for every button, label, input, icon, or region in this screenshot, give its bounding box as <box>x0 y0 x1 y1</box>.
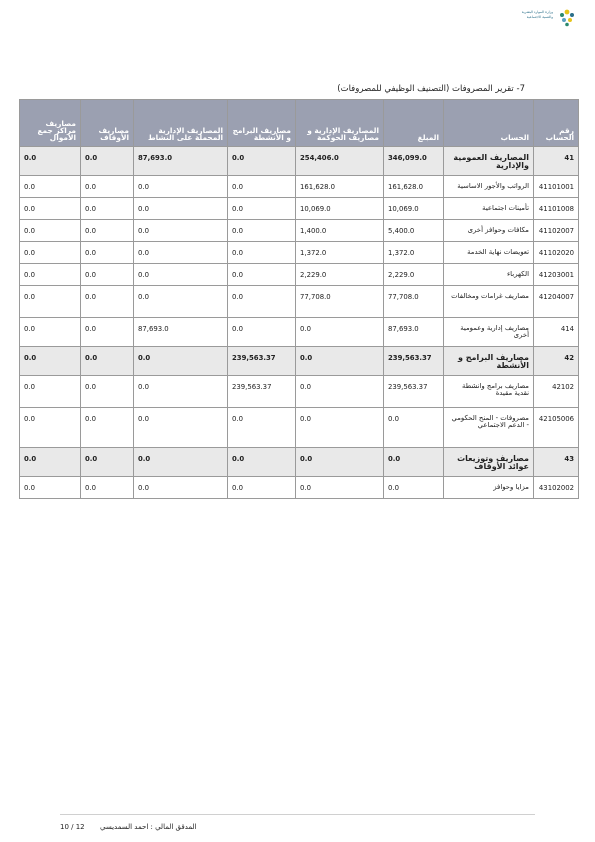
cell-admin-charged-activity: 0.0 <box>134 347 228 376</box>
cell-account-number: 41204007 <box>534 286 579 318</box>
cell-programs-activities: 239,563.37 <box>228 376 296 408</box>
footer-divider <box>60 814 535 815</box>
cell-programs-activities: 0.0 <box>228 448 296 477</box>
cell-admin-governance: 1,372.0 <box>296 242 384 264</box>
cell-fundraising: 0.0 <box>20 198 81 220</box>
cell-account-number: 43 <box>534 448 579 477</box>
cell-account-number: 41203001 <box>534 264 579 286</box>
cell-fundraising: 0.0 <box>20 318 81 347</box>
cell-account-name: تعويضات نهاية الخدمة <box>444 242 534 264</box>
cell-endowment: 0.0 <box>81 220 134 242</box>
cell-admin-governance: 77,708.0 <box>296 286 384 318</box>
cell-admin-governance: 0.0 <box>296 376 384 408</box>
cell-admin-governance: 0.0 <box>296 318 384 347</box>
cell-endowment: 0.0 <box>81 448 134 477</box>
cell-account-number: 41102007 <box>534 220 579 242</box>
table-row <box>20 198 579 220</box>
cell-fundraising: 0.0 <box>20 477 81 499</box>
cell-admin-charged-activity: 87,693.0 <box>134 147 228 176</box>
cell-account-number: 414 <box>534 318 579 347</box>
cell-fundraising: 0.0 <box>20 147 81 176</box>
cell-account-name: مزايا وحوافز <box>444 477 534 499</box>
cell-programs-activities: 0.0 <box>228 286 296 318</box>
cell-fundraising: 0.0 <box>20 220 81 242</box>
cell-amount: 2,229.0 <box>384 264 444 286</box>
col-header-account: الحساب <box>444 100 534 147</box>
ministry-logo <box>517 6 577 28</box>
cell-admin-governance: 0.0 <box>296 347 384 376</box>
cell-amount: 87,693.0 <box>384 318 444 347</box>
cell-amount: 0.0 <box>384 477 444 499</box>
ministry-logo-text: وزارة الموارد البشرية والتنمية الاجتماعية <box>521 10 553 19</box>
cell-fundraising: 0.0 <box>20 242 81 264</box>
col-header-account-number: رقم الحساب <box>534 100 579 147</box>
cell-amount: 1,372.0 <box>384 242 444 264</box>
cell-amount: 346,099.0 <box>384 147 444 176</box>
cell-admin-governance: 10,069.0 <box>296 198 384 220</box>
cell-amount: 5,400.0 <box>384 220 444 242</box>
cell-admin-governance: 2,229.0 <box>296 264 384 286</box>
cell-admin-charged-activity: 0.0 <box>134 242 228 264</box>
table-row <box>20 176 579 198</box>
expenses-table <box>19 99 579 499</box>
cell-account-name: مصاريف إدارية وعمومية أخرى <box>444 318 534 347</box>
table-group-row <box>20 347 579 376</box>
cell-programs-activities: 0.0 <box>228 198 296 220</box>
auditor-name: المدقق المالي : احمد السمديسي <box>100 823 197 831</box>
cell-account-name: مصاريف غرامات ومخالفات <box>444 286 534 318</box>
cell-account-name: الرواتب والأجور الاساسية <box>444 176 534 198</box>
cell-admin-charged-activity: 0.0 <box>134 408 228 448</box>
cell-endowment: 0.0 <box>81 264 134 286</box>
col-header-endowment: مصاريف الأوقاف <box>81 100 134 147</box>
cell-account-name: تأمينات اجتماعية <box>444 198 534 220</box>
cell-endowment: 0.0 <box>81 198 134 220</box>
cell-fundraising: 0.0 <box>20 264 81 286</box>
cell-programs-activities: 239,563.37 <box>228 347 296 376</box>
cell-account-number: 41101001 <box>534 176 579 198</box>
cell-endowment: 0.0 <box>81 242 134 264</box>
cell-account-number: 42105006 <box>534 408 579 448</box>
cell-programs-activities: 0.0 <box>228 477 296 499</box>
cell-fundraising: 0.0 <box>20 376 81 408</box>
cell-programs-activities: 0.0 <box>228 147 296 176</box>
cell-account-name: مصاريف وتوزيعات عوائد الأوقاف <box>444 448 534 477</box>
cell-account-name: مصاريف البرامج و الأنشطة <box>444 347 534 376</box>
cell-admin-charged-activity: 0.0 <box>134 198 228 220</box>
report-title: 7- تقرير المصروفات (التصنيف الوظيفي للمصروفات) <box>337 84 525 94</box>
cell-fundraising: 0.0 <box>20 347 81 376</box>
col-header-programs-activities: مصاريف البرامج و الأنشطة <box>228 100 296 147</box>
cell-admin-governance: 0.0 <box>296 448 384 477</box>
cell-account-name: مكافات وحوافز أخرى <box>444 220 534 242</box>
cell-account-number: 42102 <box>534 376 579 408</box>
cell-endowment: 0.0 <box>81 318 134 347</box>
cell-admin-charged-activity: 0.0 <box>134 286 228 318</box>
cell-endowment: 0.0 <box>81 477 134 499</box>
table-group-row <box>20 147 579 176</box>
cell-amount: 0.0 <box>384 408 444 448</box>
cell-account-number: 42 <box>534 347 579 376</box>
table-row <box>20 220 579 242</box>
cell-amount: 239,563.37 <box>384 376 444 408</box>
cell-amount: 161,628.0 <box>384 176 444 198</box>
table-row <box>20 264 579 286</box>
cell-endowment: 0.0 <box>81 408 134 448</box>
cell-admin-charged-activity: 0.0 <box>134 376 228 408</box>
table-group-row <box>20 448 579 477</box>
cell-account-name: الكهرباء <box>444 264 534 286</box>
table-row <box>20 318 579 347</box>
cell-endowment: 0.0 <box>81 147 134 176</box>
col-header-fundraising: مصاريف مراكز جمع الأموال <box>20 100 81 147</box>
table-row <box>20 477 579 499</box>
cell-admin-governance: 161,628.0 <box>296 176 384 198</box>
cell-fundraising: 0.0 <box>20 408 81 448</box>
col-header-admin-charged-activity: المصاريف الإدارية المحملة على النشاط <box>134 100 228 147</box>
cell-admin-governance: 1,400.0 <box>296 220 384 242</box>
table-row <box>20 286 579 318</box>
table-header-row <box>20 100 579 147</box>
cell-programs-activities: 0.0 <box>228 408 296 448</box>
cell-endowment: 0.0 <box>81 286 134 318</box>
table-row <box>20 376 579 408</box>
cell-fundraising: 0.0 <box>20 286 81 318</box>
cell-account-name: مصاريف برامج وانشطة نقدية مقيدة <box>444 376 534 408</box>
cell-admin-charged-activity: 87,693.0 <box>134 318 228 347</box>
page-number: 10 / 12 <box>60 823 85 831</box>
col-header-amount: المبلغ <box>384 100 444 147</box>
cell-account-number: 41102020 <box>534 242 579 264</box>
cell-admin-governance: 0.0 <box>296 477 384 499</box>
cell-programs-activities: 0.0 <box>228 176 296 198</box>
cell-programs-activities: 0.0 <box>228 318 296 347</box>
cell-account-number: 43102002 <box>534 477 579 499</box>
cell-fundraising: 0.0 <box>20 176 81 198</box>
cell-admin-governance: 254,406.0 <box>296 147 384 176</box>
cell-admin-governance: 0.0 <box>296 408 384 448</box>
cell-endowment: 0.0 <box>81 176 134 198</box>
cell-amount: 77,708.0 <box>384 286 444 318</box>
cell-amount: 10,069.0 <box>384 198 444 220</box>
cell-account-name: مصروفات - المنح الحكومي - الدعم الاجتماعي <box>444 408 534 448</box>
cell-admin-charged-activity: 0.0 <box>134 176 228 198</box>
table-row <box>20 408 579 448</box>
cell-programs-activities: 0.0 <box>228 220 296 242</box>
cell-programs-activities: 0.0 <box>228 264 296 286</box>
cell-admin-charged-activity: 0.0 <box>134 264 228 286</box>
cell-amount: 239,563.37 <box>384 347 444 376</box>
col-header-admin-governance: المصاريف الإدارية و مصاريف الحوكمة <box>296 100 384 147</box>
table-row <box>20 242 579 264</box>
cell-endowment: 0.0 <box>81 347 134 376</box>
cell-account-name: المصاريف العمومية والإدارية <box>444 147 534 176</box>
cell-programs-activities: 0.0 <box>228 242 296 264</box>
cell-admin-charged-activity: 0.0 <box>134 477 228 499</box>
cell-account-number: 41 <box>534 147 579 176</box>
cell-account-number: 41101008 <box>534 198 579 220</box>
ministry-emblem-icon <box>557 6 577 28</box>
cell-fundraising: 0.0 <box>20 448 81 477</box>
cell-admin-charged-activity: 0.0 <box>134 220 228 242</box>
cell-endowment: 0.0 <box>81 376 134 408</box>
cell-amount: 0.0 <box>384 448 444 477</box>
cell-admin-charged-activity: 0.0 <box>134 448 228 477</box>
